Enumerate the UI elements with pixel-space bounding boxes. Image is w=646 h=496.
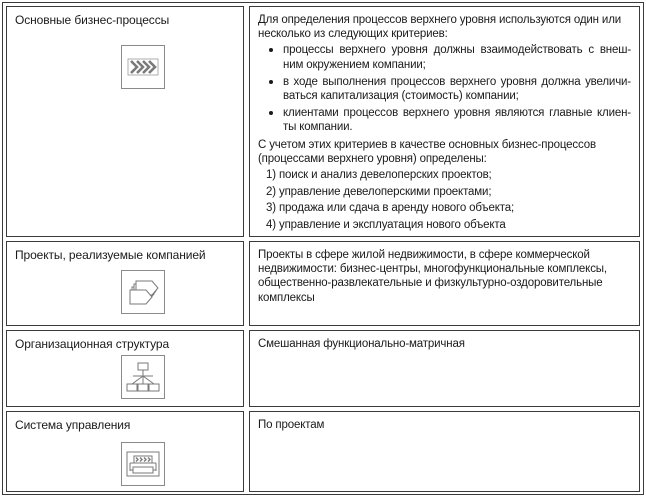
row-description: Смешанная функционально-матричная [258,338,465,350]
management-system-icon [121,442,165,486]
row-label-cell [6,330,244,407]
criteria-conclusion: С учетом этих критериев в качестве основных бизнес-процессов (процессами верхнего уровня) определены: [258,138,596,165]
list-item: 3) продажа или сдача в аренду нового объекта; [266,202,514,215]
criteria-intro: Для определения процессов верхнего уровня используются один или несколько из следующих критериев: [258,14,622,41]
bullet-icon [269,80,273,84]
list-item: процессы верхнего уровня должны взаимодействовать с внеш-ним окружением компании; [258,43,631,71]
bullet-icon [269,111,273,115]
list-item: клиентами процессов верхнего уровня являются главные клиен-ты компании. [258,106,631,134]
table-border-top [2,2,644,3]
row-label: Основные бизнес-процессы [15,13,170,27]
row-label: Проекты, реализуемые компанией [15,248,206,262]
criteria-list [258,43,631,134]
row-description-cell [249,411,640,492]
table-border-left [2,2,3,495]
bullet-icon [269,48,273,52]
stacked-documents-icon [121,270,165,314]
row-label-cell [6,411,244,492]
table-row-business-processes [2,6,644,237]
table-border-bottom [2,494,644,495]
row-description [258,13,631,235]
table-row-org-structure [2,330,644,407]
list-item: 2) управление девелоперскими проектами; [266,185,492,198]
row-description: Проекты в сфере жилой недвижимости, в сфере коммерческой недвижимости: бизнес-центры, многофункциональные комплексы, общественно-развлекательные и физкультурно-оздоровительные комплексы [258,249,607,304]
table-border-right [643,2,644,495]
row-label: Организационная структура [15,337,170,351]
list-item: в ходе выполнения процессов верхнего уровня должна увеличи-ваться капитализация (стоимость) компании; [258,75,631,103]
table-row-projects [2,241,644,326]
row-description-cell [249,241,640,326]
list-item: 4) управление и эксплуатация нового объекта [266,219,506,232]
process-chevrons-icon [121,45,165,89]
processes-list [258,168,631,232]
org-chart-icon [121,355,165,399]
table-row-management-system [2,411,644,492]
row-label-cell [6,241,244,326]
row-description: По проектам [258,419,325,431]
row-description-cell [249,6,640,237]
row-label: Система управления [15,418,131,432]
row-label-cell [6,6,244,237]
row-description-cell [249,330,640,407]
list-item: 1) поиск и анализ девелоперских проектов; [266,169,492,182]
